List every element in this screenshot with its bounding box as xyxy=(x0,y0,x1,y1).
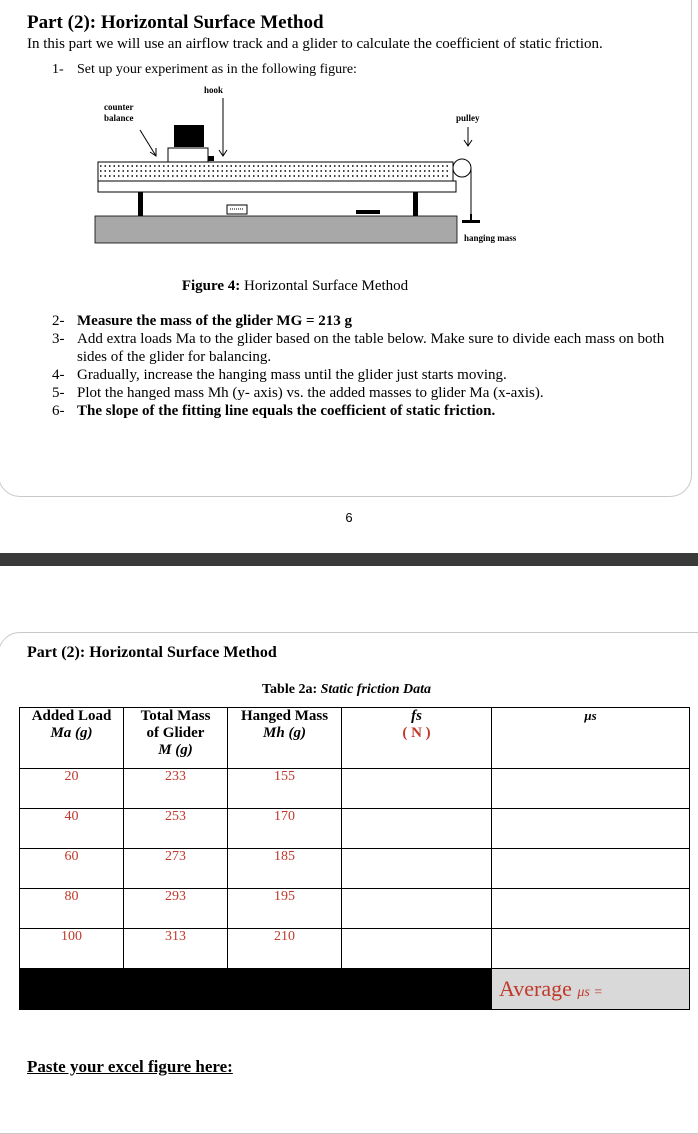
counter-balance-label-2: balance xyxy=(104,113,134,123)
cell-fs[interactable] xyxy=(342,889,492,929)
header-line: Added Load xyxy=(31,708,112,724)
blank-cell xyxy=(20,969,124,1010)
blank-cell xyxy=(342,969,492,1010)
table-row xyxy=(20,929,690,969)
cell-added-load: 60 xyxy=(20,849,124,889)
cell-mu[interactable] xyxy=(492,809,690,849)
figure-caption xyxy=(0,278,590,295)
hook-label: hook xyxy=(204,85,224,95)
page-number: 6 xyxy=(345,510,353,525)
header-line: M (g) xyxy=(158,742,193,758)
step-3 xyxy=(52,330,692,366)
step-2 xyxy=(52,312,692,330)
header-line: Total Mass xyxy=(140,708,211,724)
intro-text: In this part we will use an airflow track and a glider to calculate the coefficient of static friction. xyxy=(27,36,603,52)
header-line: ( N ) xyxy=(402,725,431,741)
step-text: Gradually, increase the hanging mass until the glider just starts moving. xyxy=(77,367,507,383)
cell-added-load: 80 xyxy=(20,889,124,929)
cell-total-mass: 253 xyxy=(124,809,228,849)
cell-mu[interactable] xyxy=(492,849,690,889)
blank-cell xyxy=(124,969,228,1010)
step-text: Plot the hanged mass Mh (y- axis) vs. the added masses to glider Ma (x-axis). xyxy=(77,385,544,401)
pulley xyxy=(453,159,471,177)
step-text: Measure the mass of the glider MG = 213 g xyxy=(77,313,353,329)
table-row xyxy=(20,849,690,889)
cell-mu[interactable] xyxy=(492,929,690,969)
cell-added-load: 40 xyxy=(20,809,124,849)
average-label: Average xyxy=(499,976,572,1001)
cell-fs[interactable] xyxy=(342,929,492,969)
figure-caption-label: Figure 4: xyxy=(181,278,241,294)
cell-total-mass: 313 xyxy=(124,929,228,969)
page-divider xyxy=(0,553,698,566)
step-5 xyxy=(52,384,692,402)
cell-total-mass: 273 xyxy=(124,849,228,889)
steps-list xyxy=(52,312,692,420)
cell-added-load: 20 xyxy=(20,769,124,809)
cell-hanged-mass: 155 xyxy=(228,769,342,809)
step-6 xyxy=(52,402,692,420)
table-header-row xyxy=(20,708,690,769)
step-1 xyxy=(52,62,357,78)
cell-hanged-mass: 210 xyxy=(228,929,342,969)
blank-cell xyxy=(228,969,342,1010)
table-caption-label: Table 2a: xyxy=(262,682,318,697)
table-row xyxy=(20,769,690,809)
step-text: Add extra loads Ma to the glider based on the table below. Make sure to divide each mass on both sides of the glider for balancing. xyxy=(77,331,665,365)
paste-figure-label: Paste your excel figure here: xyxy=(27,1057,233,1076)
cell-mu[interactable] xyxy=(492,769,690,809)
table-average-row xyxy=(20,969,690,1010)
table-row xyxy=(20,889,690,929)
step-number: 4- xyxy=(52,367,65,383)
header-hanged-mass xyxy=(228,708,342,769)
table-row xyxy=(20,809,690,849)
page-title: Part (2): Horizontal Surface Method xyxy=(27,12,324,33)
hanging-mass-label: hanging mass xyxy=(464,233,517,243)
average-mu-label: μs = xyxy=(577,985,603,1000)
figure-caption-text: Horizontal Surface Method xyxy=(244,278,409,294)
static-friction-table xyxy=(19,707,690,1010)
header-total-mass xyxy=(124,708,228,769)
header-line: fs xyxy=(411,708,422,724)
cell-total-mass: 233 xyxy=(124,769,228,809)
step-number: 5- xyxy=(52,385,65,401)
section-title: Part (2): Horizontal Surface Method xyxy=(27,644,277,661)
counter-balance-block xyxy=(174,125,204,147)
step-number: 2- xyxy=(52,313,65,329)
step-number: 1- xyxy=(52,62,64,77)
cell-fs[interactable] xyxy=(342,769,492,809)
table-caption xyxy=(262,682,431,698)
pulley-label: pulley xyxy=(456,113,480,123)
step-text: The slope of the fitting line equals the coefficient of static friction. xyxy=(77,403,496,419)
step-number: 6- xyxy=(52,403,65,419)
header-line: of Glider xyxy=(146,725,205,741)
step-number: 3- xyxy=(52,331,65,347)
hanging-mass xyxy=(462,220,480,223)
cell-fs[interactable] xyxy=(342,849,492,889)
cell-mu[interactable] xyxy=(492,889,690,929)
cell-hanged-mass: 185 xyxy=(228,849,342,889)
cell-fs[interactable] xyxy=(342,809,492,849)
cell-hanged-mass: 170 xyxy=(228,809,342,849)
header-line: μs xyxy=(584,708,597,723)
header-fs xyxy=(342,708,492,769)
header-added-load xyxy=(20,708,124,769)
cell-added-load: 100 xyxy=(20,929,124,969)
cell-hanged-mass: 195 xyxy=(228,889,342,929)
header-mu xyxy=(492,708,690,769)
average-mu-cell[interactable] xyxy=(492,969,690,1010)
header-line: Hanged Mass xyxy=(240,708,329,724)
header-line: Ma (g) xyxy=(50,725,93,741)
step-text: Set up your experiment as in the following figure: xyxy=(77,62,357,77)
cell-total-mass: 293 xyxy=(124,889,228,929)
counter-balance-label-1: counter xyxy=(104,102,134,112)
experiment-figure xyxy=(90,82,540,257)
table-caption-text: Static friction Data xyxy=(320,682,432,697)
table-surface xyxy=(95,216,457,243)
header-line: Mh (g) xyxy=(263,725,306,741)
step-4 xyxy=(52,366,692,384)
